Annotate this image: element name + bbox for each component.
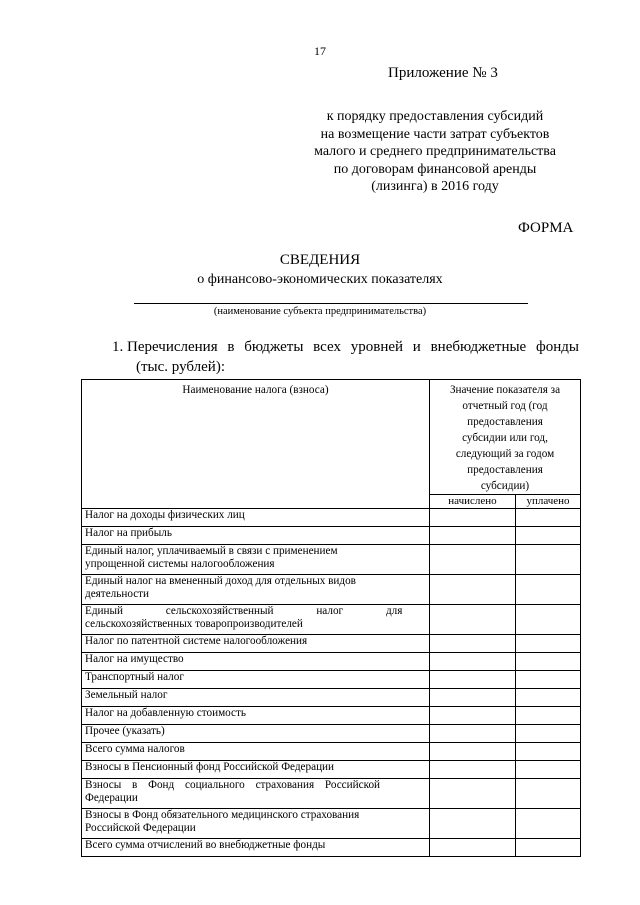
paid-cell[interactable] xyxy=(516,707,581,725)
accrued-cell[interactable] xyxy=(430,707,516,725)
row-label xyxy=(82,809,430,839)
tax-table xyxy=(81,379,581,857)
accrued-cell[interactable] xyxy=(430,671,516,689)
page-number: 17 xyxy=(314,44,326,58)
accrued-cell[interactable] xyxy=(430,725,516,743)
header-value-line: следующий за годом xyxy=(455,448,555,460)
accrued-cell[interactable] xyxy=(430,839,516,857)
row-label-line1: Взносы в Фонд обязательного медицинского страхования xyxy=(85,809,360,821)
accrued-cell[interactable] xyxy=(430,509,516,527)
accrued-cell[interactable] xyxy=(430,761,516,779)
row-label: Всего сумма отчислений во внебюджетные фонды xyxy=(82,839,430,857)
document-subtitle: о финансово-экономических показателях xyxy=(197,272,443,287)
paid-cell[interactable] xyxy=(516,761,581,779)
paid-cell[interactable] xyxy=(516,725,581,743)
row-label-line2: Федерации xyxy=(85,791,138,804)
heading-word: фонды xyxy=(535,339,579,355)
section-heading xyxy=(112,337,579,377)
entity-name-line[interactable] xyxy=(134,303,528,304)
heading-word: и xyxy=(412,339,421,355)
header-paid: уплачено xyxy=(516,495,581,509)
row-label-line2: сельскохозяйственных товаропроизводителей xyxy=(85,617,303,630)
paid-cell[interactable] xyxy=(516,743,581,761)
heading-word: в xyxy=(227,339,235,355)
form-label: ФОРМА xyxy=(518,220,574,236)
entity-name-caption: (наименование субъекта предпринимательства) xyxy=(213,306,427,317)
paid-cell[interactable] xyxy=(516,605,581,635)
paid-cell[interactable] xyxy=(516,689,581,707)
order-reference xyxy=(290,108,580,196)
accrued-cell[interactable] xyxy=(430,527,516,545)
row-label: Транспортный налог xyxy=(82,671,430,689)
paid-cell[interactable] xyxy=(516,545,581,575)
row-label-line1: Единый налог на вмененный доход для отдельных видов xyxy=(85,575,356,587)
row-label: Налог на имущество xyxy=(82,653,430,671)
header-value-line: предоставления xyxy=(467,464,543,476)
accrued-cell[interactable] xyxy=(430,689,516,707)
heading-word: бюджеты xyxy=(244,339,304,355)
heading-word: уровней xyxy=(350,339,404,355)
accrued-cell[interactable] xyxy=(430,743,516,761)
paid-cell[interactable] xyxy=(516,575,581,605)
row-label: Взносы в Пенсионный фонд Российской Федерации xyxy=(82,761,430,779)
header-value-line: Значение показателя за xyxy=(449,384,561,396)
row-label: Земельный налог xyxy=(82,689,430,707)
header-accrued: начислено xyxy=(430,495,516,509)
row-label-line2: упрощенной системы налогообложения xyxy=(85,557,275,570)
row-label: Всего сумма налогов xyxy=(82,743,430,761)
paid-cell[interactable] xyxy=(516,527,581,545)
row-label-line1: Единый сельскохозяйственный налог для xyxy=(85,605,403,617)
paid-cell[interactable] xyxy=(516,635,581,653)
row-label xyxy=(82,605,430,635)
row-label-line2: деятельности xyxy=(85,587,150,600)
accrued-cell[interactable] xyxy=(430,605,516,635)
row-label: Налог на добавленную стоимость xyxy=(82,707,430,725)
paid-cell[interactable] xyxy=(516,509,581,527)
accrued-cell[interactable] xyxy=(430,653,516,671)
section-heading-line1 xyxy=(112,337,579,357)
row-label: Налог по патентной системе налогообложения xyxy=(82,635,430,653)
appendix-label: Приложение № 3 xyxy=(388,65,498,81)
row-label: Налог на прибыль xyxy=(82,527,430,545)
row-label xyxy=(82,545,430,575)
section-heading-line2: (тыс. рублей): xyxy=(136,359,225,375)
row-label: Налог на доходы физических лиц xyxy=(82,509,430,527)
order-line: малого и среднего предпринимательства xyxy=(314,144,556,159)
order-line: на возмещение части затрат субъектов xyxy=(320,126,550,142)
header-value-line: отчетный год (год xyxy=(462,400,548,412)
heading-word: внебюджетные xyxy=(430,339,527,355)
order-line: (лизинга) в 2016 году xyxy=(371,179,499,194)
order-line: к порядку предоставления субсидий xyxy=(326,109,544,124)
row-label-line1: Единый налог, уплачиваемый в связи с применением xyxy=(85,545,338,557)
paid-cell[interactable] xyxy=(516,809,581,839)
row-label-line2: Российской Федерации xyxy=(85,821,196,834)
paid-cell[interactable] xyxy=(516,671,581,689)
row-label: Прочее (указать) xyxy=(82,725,430,743)
accrued-cell[interactable] xyxy=(430,779,516,809)
accrued-cell[interactable] xyxy=(430,545,516,575)
heading-word: 1. Перечисления xyxy=(112,339,218,355)
accrued-cell[interactable] xyxy=(430,809,516,839)
header-indicator-value xyxy=(430,380,581,495)
row-label xyxy=(82,779,430,809)
header-value-line: предоставления xyxy=(467,416,543,428)
paid-cell[interactable] xyxy=(516,839,581,857)
accrued-cell[interactable] xyxy=(430,635,516,653)
heading-word: всех xyxy=(313,339,341,355)
paid-cell[interactable] xyxy=(516,779,581,809)
order-line: по договорам финансовой аренды xyxy=(333,161,537,177)
row-label xyxy=(82,575,430,605)
document-title: СВЕДЕНИЯ xyxy=(279,252,361,268)
header-tax-name: Наименование налога (взноса) xyxy=(82,380,430,509)
header-value-line: субсидии) xyxy=(480,480,530,492)
paid-cell[interactable] xyxy=(516,653,581,671)
row-label-line1: Взносы в Фонд социального страхования Российской xyxy=(85,779,381,791)
header-value-line: субсидии или год, xyxy=(462,432,548,444)
accrued-cell[interactable] xyxy=(430,575,516,605)
